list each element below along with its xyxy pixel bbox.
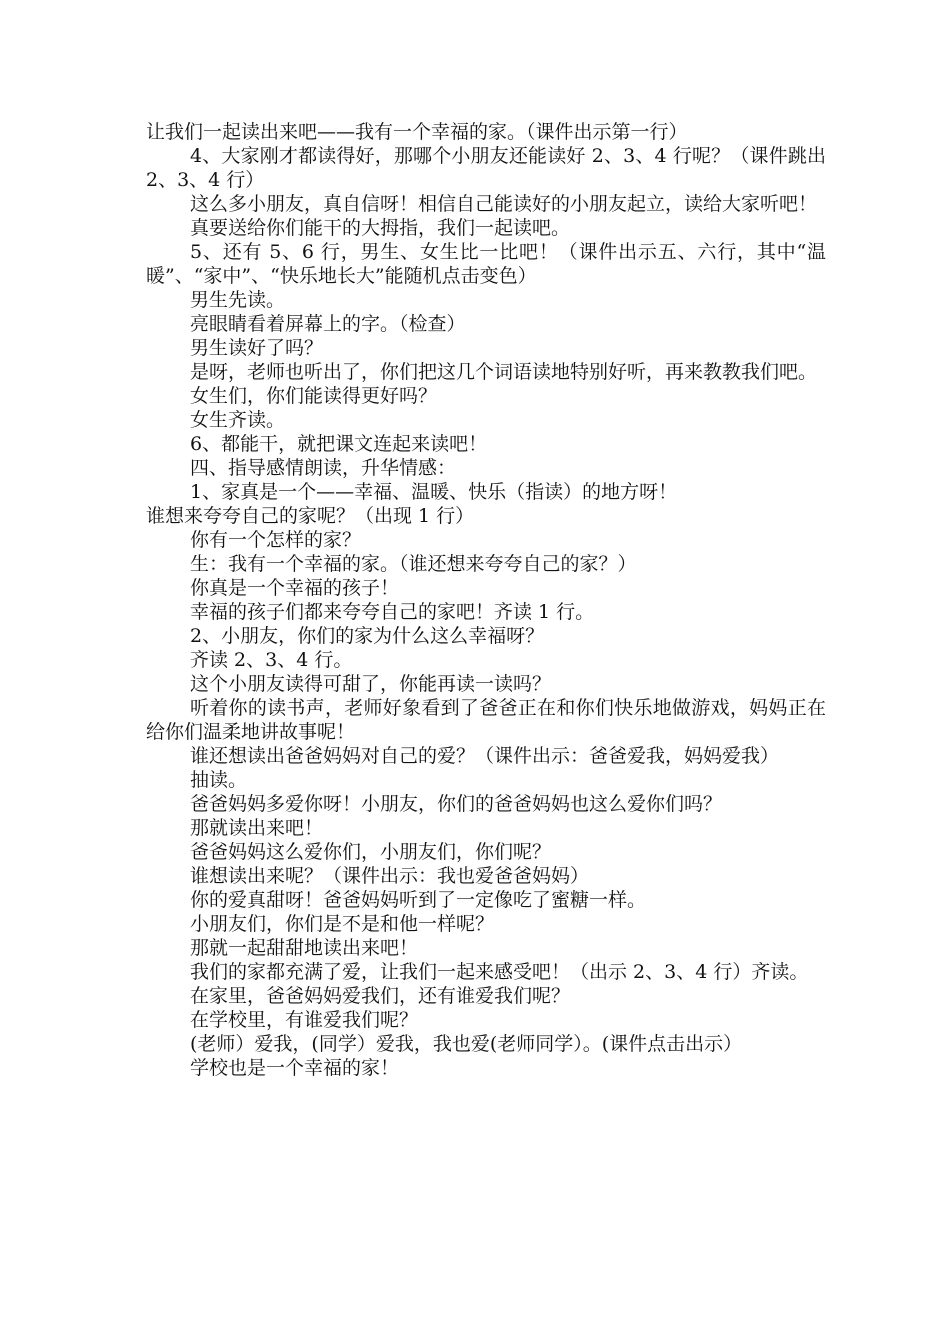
section-heading: 四、指导感情朗读，升华情感： <box>190 457 457 479</box>
paragraph: 齐读 2、3、4 行。 <box>190 649 353 671</box>
paragraph: 是呀，老师也听出了，你们把这几个词语读地特别好听，再来教教我们吧。 <box>190 361 818 383</box>
paragraph: 在家里，爸爸妈妈爱我们，还有谁爱我们呢？ <box>190 985 571 1007</box>
paragraph: 小朋友们，你们是不是和他一样呢？ <box>190 913 495 935</box>
paragraph: 4、大家刚才都读得好，那哪个小朋友还能读好 2、3、4 行呢？（课件跳出 2、3、4 行） <box>146 145 826 191</box>
paragraph: 5、还有 5、6 行，男生、女生比一比吧！（课件出示五、六行，其中“温暖”、“家中”、“快乐地长大”能随机点击变色） <box>146 241 826 287</box>
paragraph: 爸爸妈妈多爱你呀！小朋友，你们的爸爸妈妈也这么爱你们吗？ <box>190 793 723 815</box>
paragraph: 真要送给你们能干的大拇指，我们一起读吧。 <box>190 217 571 239</box>
paragraph: 爸爸妈妈这么爱你们，小朋友们，你们呢？ <box>190 841 552 863</box>
paragraph: 这个小朋友读得可甜了，你能再读一读吗？ <box>190 673 552 695</box>
paragraph: 幸福的孩子们都来夸夸自己的家吧！齐读 1 行。 <box>190 601 595 623</box>
paragraph: 1、家真是一个——幸福、温暖、快乐（指读）的地方呀！ <box>190 481 678 503</box>
paragraph: 我们的家都充满了爱，让我们一起来感受吧！（出示 2、3、4 行）齐读。 <box>190 961 809 983</box>
paragraph: 女生们，你们能读得更好吗？ <box>190 385 438 407</box>
paragraph: 你的爱真甜呀！爸爸妈妈听到了一定像吃了蜜糖一样。 <box>190 889 647 911</box>
paragraph: 你真是一个幸福的孩子！ <box>190 577 400 599</box>
paragraph: 让我们一起读出来吧——我有一个幸福的家。（课件出示第一行） <box>146 121 688 143</box>
paragraph: 生：我有一个幸福的家。（谁还想来夸夸自己的家？） <box>190 553 637 575</box>
paragraph: 在学校里，有谁爱我们呢？ <box>190 1009 419 1031</box>
paragraph: 学校也是一个幸福的家！ <box>190 1057 400 1079</box>
paragraph: 抽读。 <box>190 769 248 791</box>
paragraph: 男生读好了吗？ <box>190 337 324 359</box>
paragraph: 那就一起甜甜地读出来吧！ <box>190 937 419 959</box>
paragraph: 那就读出来吧！ <box>190 817 324 839</box>
paragraph: 男生先读。 <box>190 289 286 311</box>
paragraph: 6、都能干，就把课文连起来读吧！ <box>190 433 488 455</box>
paragraph: 听着你的读书声，老师好象看到了爸爸正在和你们快乐地做游戏，妈妈正在给你们温柔地讲故事呢！ <box>146 697 826 743</box>
paragraph: 谁想来夸夸自己的家呢？（出现 1 行） <box>146 505 475 527</box>
paragraph: 女生齐读。 <box>190 409 286 431</box>
paragraph: 亮眼睛看着屏幕上的字。（检查） <box>190 313 466 335</box>
paragraph: 这么多小朋友，真自信呀！相信自己能读好的小朋友起立，读给大家听吧！ <box>190 193 818 215</box>
paragraph: (老师）爱我，(同学）爱我，我也爱(老师同学）。(课件点击出示） <box>190 1033 743 1055</box>
paragraph: 你有一个怎样的家？ <box>190 529 362 551</box>
document-page <box>146 120 826 1080</box>
paragraph: 2、小朋友，你们的家为什么这么幸福呀？ <box>190 625 545 647</box>
paragraph: 谁还想读出爸爸妈妈对自己的爱？（课件出示：爸爸爱我，妈妈爱我） <box>190 745 780 767</box>
paragraph: 谁想读出来呢？（课件出示：我也爱爸爸妈妈） <box>190 865 590 887</box>
